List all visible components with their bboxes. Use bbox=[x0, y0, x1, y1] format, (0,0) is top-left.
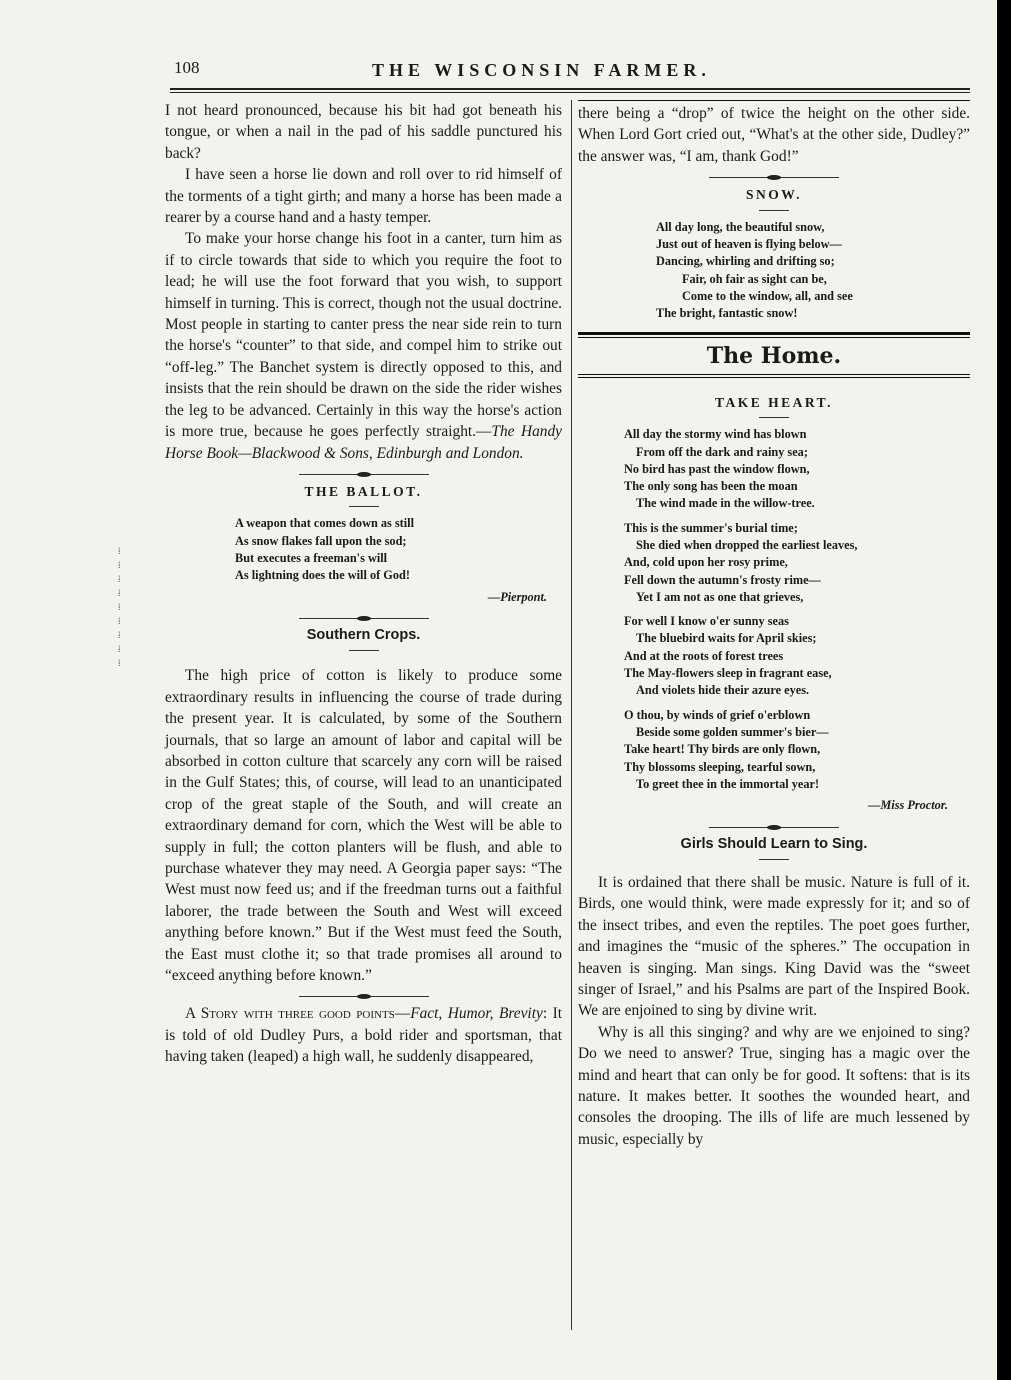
poem-line: The only song has been the moan bbox=[624, 479, 798, 494]
scan-edge bbox=[997, 0, 1011, 1380]
separator bbox=[299, 618, 429, 619]
poem-line: No bird has past the window flown, bbox=[624, 461, 810, 476]
poem-line: The May-flowers sleep in fragrant ease, bbox=[624, 666, 832, 681]
poem-attribution: —Pierpont. bbox=[487, 589, 547, 604]
home-section-title: The Home. bbox=[706, 343, 842, 370]
poem-line: Thy blossoms sleeping, tearful sown, bbox=[624, 759, 816, 774]
top-rule bbox=[578, 100, 970, 101]
column-divider bbox=[571, 100, 572, 1330]
poem-line: Beside some golden summer's bier— bbox=[636, 724, 829, 739]
separator bbox=[299, 474, 429, 475]
section-rule-light bbox=[578, 374, 970, 375]
page-number: 108 bbox=[174, 58, 200, 77]
poem-line: Fair, oh fair as sight can be, bbox=[682, 271, 827, 286]
section-rule-light bbox=[578, 377, 970, 378]
snow-poem bbox=[578, 219, 970, 323]
take-heart-title: TAKE HEART. bbox=[714, 394, 834, 410]
take-heart-poem bbox=[578, 426, 970, 793]
masthead: THE WISCONSIN FARMER. bbox=[372, 60, 711, 80]
section-rule-heavy bbox=[578, 332, 970, 335]
gutter-marks: ⁞ ⁞ ⁞ ⁞ ⁞ ⁞ ⁞ ⁞ ⁞ bbox=[118, 547, 121, 669]
poem-line: As lightning does the will of God! bbox=[235, 568, 410, 583]
story-points: Fact, Humor, Brevity bbox=[410, 1005, 543, 1023]
header-rule bbox=[170, 88, 970, 90]
separator bbox=[709, 827, 839, 828]
section-rule-light bbox=[578, 337, 970, 338]
separator bbox=[299, 996, 429, 997]
poem-line: This is the summer's burial time; bbox=[624, 520, 798, 535]
paragraph: It is ordained that there shall be music. Nature is full of it. Birds, one would think, were made expressly for it; and so of the insect tribes, and even the reptiles. The poet goes further, and imagines the “music of the spheres.” The occupation in heaven is singing. Man sings. King David was the “sweet singer of Israel,” and his Psalms are part of the Inspired Book. We are enjoined to sing by divine writ. bbox=[578, 873, 970, 1020]
poem-line: Take heart! Thy birds are only flown, bbox=[624, 742, 821, 757]
girls-title: Girls Should Learn to Sing. bbox=[680, 835, 868, 852]
header-rule-thin bbox=[170, 92, 970, 93]
paragraph: Why is all this singing? and why are we enjoined to sing? Do we need to answer? True, singing has a magic over the mind and heart that can only be for good. It softens: that is its nature. It makes better. It soothes the wounded heart, and consoles the drooping. The ills of life are much lessened by music, especially by bbox=[578, 1023, 970, 1148]
paragraph bbox=[165, 1003, 562, 1067]
snow-title: SNOW. bbox=[746, 187, 802, 203]
poem-line: And, cold upon her rosy prime, bbox=[624, 555, 788, 570]
poem-line: But executes a freeman's will bbox=[235, 550, 388, 565]
poem-line: And violets hide their azure eyes. bbox=[636, 683, 810, 698]
poem-line: For well I know o'er sunny seas bbox=[624, 614, 789, 629]
poem-line: The wind made in the willow-tree. bbox=[636, 496, 815, 511]
title-rule bbox=[759, 417, 789, 418]
poem-line: Just out of heaven is flying below— bbox=[656, 236, 842, 251]
ballot-poem bbox=[165, 515, 562, 584]
separator bbox=[709, 177, 839, 178]
page-header bbox=[172, 58, 972, 88]
poem-line: The bright, fantastic snow! bbox=[656, 306, 798, 321]
paragraph-text: : It is told of old Dudley Purs, a bold rider and sportsman, that having taken (leaped) a high wall, he suddenly disappeared, bbox=[165, 1005, 562, 1066]
ballot-title: THE BALLOT. bbox=[304, 483, 423, 499]
title-rule bbox=[759, 859, 789, 860]
story-lead: A Story with three good points— bbox=[185, 1005, 411, 1023]
poem-line: O thou, by winds of grief o'erblown bbox=[624, 707, 811, 722]
poem-line: The bluebird waits for April skies; bbox=[636, 631, 817, 646]
poem-line: As snow flakes fall upon the sod; bbox=[235, 533, 407, 548]
title-rule bbox=[759, 210, 789, 211]
right-column bbox=[578, 100, 970, 1150]
paragraph: The high price of cotton is likely to produce some extraordinary results in influencing the course of trade during the present year. It is calculated, by some of the Southern journals, that so large an amount of labor and capital will be absorbed in cotton culture that scarcely any corn will be raised in the Gulf States; this, of course, will lead to an unanticipated crop of the great staple of the South, and will create an extraordinary demand for corn, which the West will be able to supply in full; the cotton planters will be flush, and able to purchase whatever they may need. A Georgia paper says: “The West must now feed us; and if the freedman turns out a faithful laborer, the trade between the South and West will exceed anything before known.” But if the West must feed the South, the East must clothe it; so that trade promises all around to “exceed anything before known.” bbox=[165, 667, 562, 984]
poem-line: From off the dark and rainy sea; bbox=[636, 444, 808, 459]
crops-title: Southern Crops. bbox=[306, 626, 421, 643]
paragraph-text: To make your horse change his foot in a canter, turn him as if to circle towards that side to which you require the foot to lead; he will use the foot forward that you wish, to support himself in turning. This is correct, though not the usual doctrine. Most people in starting to canter press the near side rein to turn the horse's “counter” to that side, and compel him to strike out “off-leg.” The Banchet system is directly opposed to this, and insists that the rein should be drawn on the side the rider wishes the leg to be advanced. Certainly in this way the horse's action is more true, because he goes perfectly straight.— bbox=[165, 230, 562, 441]
poem-line: All day long, the beautiful snow, bbox=[656, 219, 825, 234]
paragraph: there being a “drop” of twice the height on the other side. When Lord Gort cried out, “What's at the other side, Dudley?” the answer was, “I am, thank God!” bbox=[578, 105, 970, 165]
poem-line: Come to the window, all, and see bbox=[682, 288, 853, 303]
paragraph bbox=[165, 228, 562, 463]
poem-line: A weapon that comes down as still bbox=[235, 516, 415, 531]
poem-line: Fell down the autumn's frosty rime— bbox=[624, 572, 821, 587]
title-rule bbox=[349, 650, 379, 651]
paragraph: I have seen a horse lie down and roll over to rid himself of the torments of a tight girth; and many a horse has been made a rearer by a course hand and a hasty temper. bbox=[165, 166, 562, 227]
poem-line: All day the stormy wind has blown bbox=[624, 427, 807, 442]
poem-line: To greet thee in the immortal year! bbox=[636, 776, 820, 791]
poem-line: She died when dropped the earliest leaves, bbox=[636, 538, 858, 552]
paragraph: I not heard pronounced, because his bit had got beneath his tongue, or when a nail in the pad of his saddle punctured his back? bbox=[165, 102, 562, 162]
poem-line: Yet I am not as one that grieves, bbox=[636, 589, 804, 604]
poem-line: And at the roots of forest trees bbox=[624, 648, 784, 663]
source-citation: The Handy Horse Book—Blackwood & Sons, Edinburgh and London. bbox=[165, 423, 562, 462]
title-rule bbox=[349, 506, 379, 507]
poem-line: Dancing, whirling and drifting so; bbox=[656, 254, 835, 269]
left-column bbox=[165, 100, 562, 1068]
poem-attribution: —Miss Proctor. bbox=[868, 798, 948, 813]
